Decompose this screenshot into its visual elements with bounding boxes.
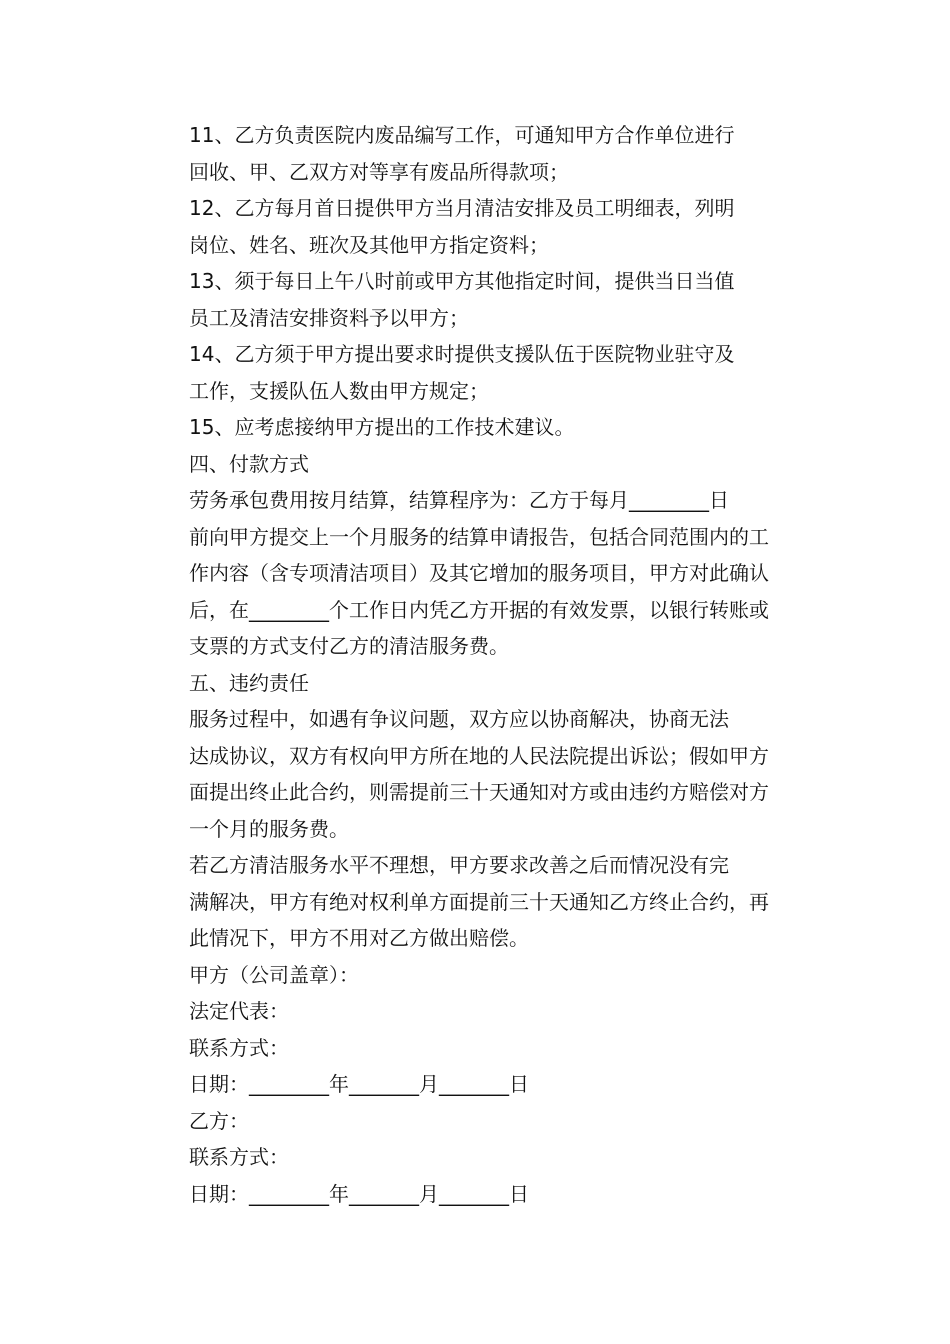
clause-13 — [145, 263, 807, 336]
text-line: 作内容（含专项清洁项目）及其它增加的服务项目，甲方对此确认 — [189, 561, 769, 585]
text-line: 12、乙方每月首日提供甲方当月清洁安排及员工明细表，列明 — [189, 196, 735, 220]
text-line: 一个月的服务费。 — [189, 816, 349, 841]
liability-paragraph-1 — [145, 701, 807, 847]
party-b-label: 乙方： — [189, 1108, 249, 1133]
document-body — [145, 117, 807, 1212]
text-line: 13、须于每日上午八时前或甲方其他指定时间，提供当日当值 — [189, 269, 735, 293]
clause-11 — [145, 117, 807, 190]
party-b-contact-label: 联系方式： — [189, 1145, 289, 1169]
text-line: 服务过程中，如遇有争议问题，双方应以协商解决，协商无法 — [189, 707, 729, 731]
text-line: 回收、甲、乙双方对等享有废品所得款项； — [189, 159, 569, 184]
text-line: 14、乙方须于甲方提出要求时提供支援队伍于医院物业驻守及 — [189, 342, 735, 366]
text-line: 前向甲方提交上一个月服务的结算申请报告，包括合同范围内的工 — [189, 524, 769, 549]
clause-15 — [145, 409, 807, 446]
text-line: 工作，支援队伍人数由甲方规定； — [189, 378, 489, 403]
text-line: 五、违约责任 — [189, 670, 309, 695]
text-line: 11、乙方负责医院内废品编写工作，可通知甲方合作单位进行 — [189, 123, 735, 147]
section-heading-payment — [145, 446, 807, 483]
text-line: 15、应考虑接纳甲方提出的工作技术建议。 — [189, 415, 575, 439]
text-line: 若乙方清洁服务水平不理想，甲方要求改善之后而情况没有完 — [189, 853, 729, 877]
payment-paragraph — [145, 482, 807, 665]
legal-representative-label: 法定代表： — [189, 999, 289, 1023]
text-line: 面提出终止此合约，则需提前三十天通知对方或由违约方赔偿对方 — [189, 780, 769, 804]
party-a-contact-label: 联系方式： — [189, 1035, 289, 1060]
clause-14 — [145, 336, 807, 409]
liability-paragraph-2 — [145, 847, 807, 957]
text-line: 后，在________个工作日内凭乙方开据的有效发票，以银行转账或 — [189, 597, 769, 622]
text-line: 劳务承包费用按月结算，结算程序为：乙方于每月________日 — [189, 488, 729, 512]
text-line: 满解决，甲方有绝对权利单方面提前三十天通知乙方终止合约，再 — [189, 889, 769, 914]
party-a-date-line: 日期：________年_______月_______日 — [189, 1072, 529, 1096]
text-line: 岗位、姓名、班次及其他甲方指定资料； — [189, 232, 549, 257]
party-b-date-line: 日期：________年_______月_______日 — [189, 1181, 529, 1206]
text-line: 员工及清洁安排资料予以甲方； — [189, 305, 469, 330]
clause-12 — [145, 190, 807, 263]
section-heading-liability — [145, 665, 807, 702]
text-line: 此情况下，甲方不用对乙方做出赔偿。 — [189, 926, 529, 950]
text-line: 支票的方式支付乙方的清洁服务费。 — [189, 634, 509, 658]
text-line: 四、付款方式 — [189, 451, 309, 476]
text-line: 达成协议，双方有权向甲方所在地的人民法院提出诉讼；假如甲方 — [189, 743, 769, 768]
party-a-label: 甲方（公司盖章）： — [189, 962, 359, 987]
